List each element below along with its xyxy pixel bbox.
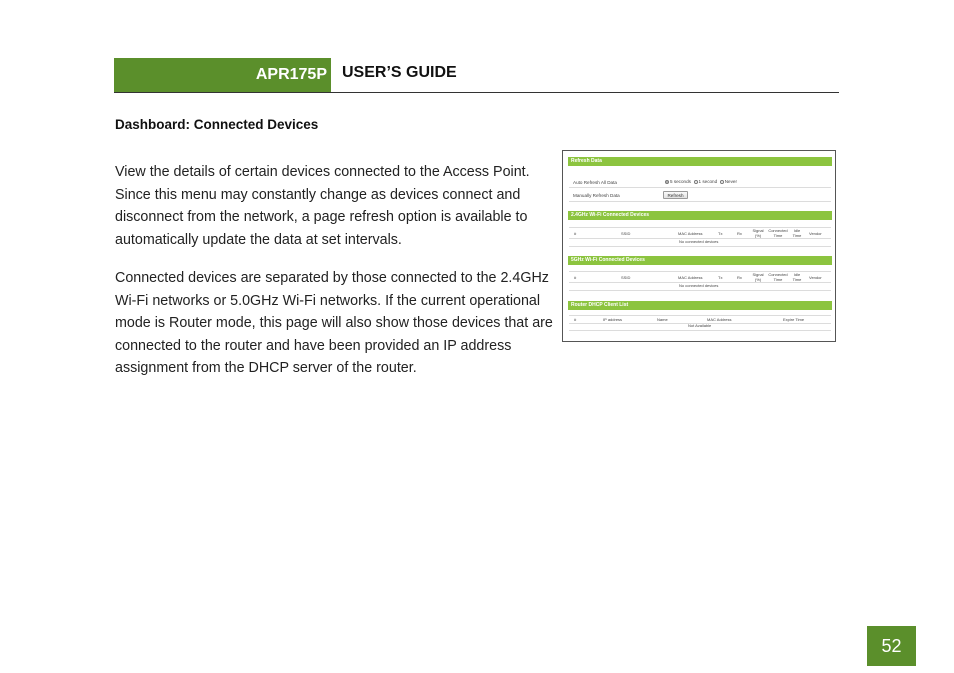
dhcp-bar: Router DHCP Client List [568,301,832,310]
divider [569,227,831,228]
connected-devices-screenshot [562,150,836,342]
col-ip: IP address [603,317,623,322]
col-signal: Signal (%) [752,272,764,282]
col-ssid: SSID [621,275,631,280]
divider [569,315,831,316]
divider [569,187,831,188]
dhcp-empty: Not Available [688,323,712,328]
col-mac: MAC Address [707,317,732,322]
col-rx: Rx [737,275,742,280]
col-tx: Tx [718,275,723,280]
page-number: 52 [867,626,916,666]
section-title: Dashboard: Connected Devices [115,117,319,132]
wifi24-bar: 2.4GHz Wi-Fi Connected Devices [568,211,832,220]
col-idle-time: Idle Time [792,272,802,282]
divider [569,246,831,247]
wifi5-bar: 5GHz Wi-Fi Connected Devices [568,256,832,265]
col-signal: Signal (%) [752,228,764,238]
auto-refresh-options: 5 seconds 1 second Never [665,179,737,184]
radio-1-second[interactable] [694,180,698,184]
wifi5-empty: No connected devices [679,283,719,288]
radio-5-seconds[interactable] [665,180,669,184]
divider [569,290,831,291]
refresh-button[interactable]: Refresh [663,191,688,199]
col-number: # [574,317,577,322]
col-vendor: Vendor [809,275,822,280]
wifi24-empty: No connected devices [679,239,719,244]
col-rx: Rx [737,231,742,236]
col-ssid: SSID [621,231,631,236]
radio-never[interactable] [720,180,724,184]
col-number: # [574,275,577,280]
auto-refresh-label: Auto Refresh All Data [573,180,617,185]
col-tx: Tx [718,231,723,236]
divider [569,271,831,272]
guide-title: USER’S GUIDE [342,64,457,81]
col-expire: Expire Time [783,317,805,322]
manual-refresh-label: Manually Refresh Data [573,193,620,198]
col-connected-time: Connected Time [768,228,788,238]
col-number: # [574,231,577,236]
product-name: APR175P [255,66,327,83]
col-mac: MAC Address [678,231,703,236]
header-divider [114,92,839,93]
divider [569,201,831,202]
col-mac: MAC Address [678,275,703,280]
paragraph-intro: View the details of certain devices connected to the Access Point. Since this menu may constantly change as devices connect and disconnect from the network, a page refresh option is available to automatically update the data at set intervals. [115,164,530,248]
divider [569,330,831,331]
col-name: Name [657,317,668,322]
col-idle-time: Idle Time [792,228,802,238]
refresh-data-bar: Refresh Data [568,157,832,166]
product-name-band [114,58,331,92]
paragraph-details: Connected devices are separated by those connected to the 2.4GHz Wi-Fi networks or 5.0GHz Wi-Fi networks. If the current operational mode is Router mode, this page will also show those devices that are connected to the router and have been provided an IP address assignment from the DHCP server of the router. [115,270,553,376]
col-connected-time: Connected Time [768,272,788,282]
col-vendor: Vendor [809,231,822,236]
